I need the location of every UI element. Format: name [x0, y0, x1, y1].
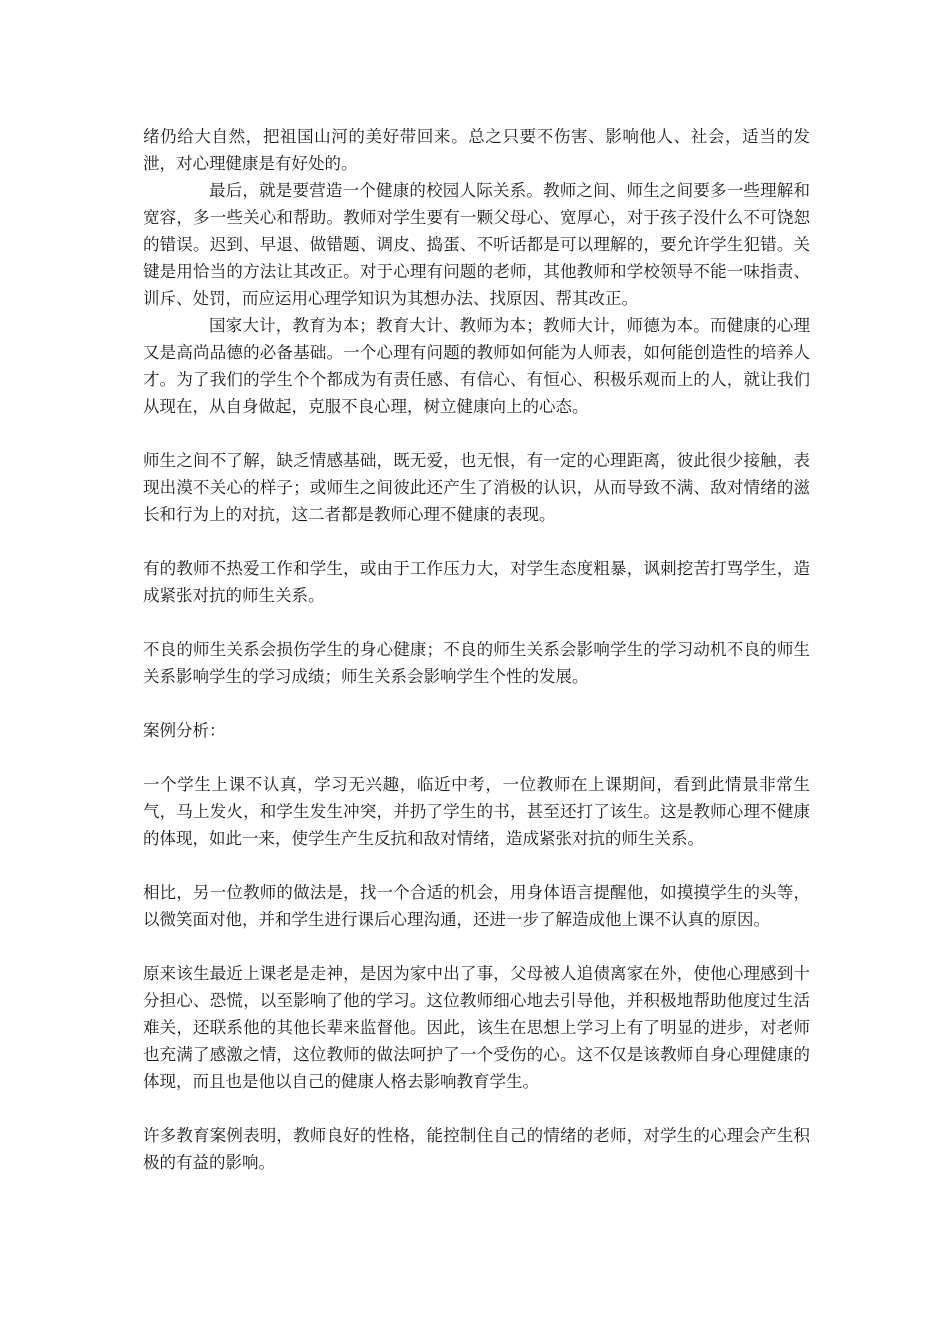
- paragraph-case-outcome: 原来该生最近上课老是走神，是因为家中出了事，父母被人追债离家在外，使他心理感到十分担心、恐慌，以至影响了他的学习。这位教师细心地去引导他，并积极地帮助他度过生活难关，还联系他的其他长辈来监督他。因此，该生在思想上学习上有了明显的进步，对老师也充满了感激之情，这位教师的做法呵护了一个受伤的心。这不仅是该教师自身心理健康的体现，而且也是他以自己的健康人格去影响教育学生。: [143, 964, 810, 1091]
- paragraph-case-alternative: 相比，另一位教师的做法是，找一个合适的机会，用身体语言提醒他，如摸摸学生的头等，以微笑面对他，并和学生进行课后心理沟通，还进一步了解造成他上课不认真的原因。: [143, 883, 810, 929]
- paragraph-lack-of-understanding: 师生之间不了解，缺乏情感基础，既无爱，也无恨，有一定的心理距离，彼此很少接触，表现出漠不关心的样子；或师生之间彼此还产生了消极的认识，从而导致不满、敌对情绪的滋长和行为上的对抗，这二者都是教师心理不健康的表现。: [143, 451, 810, 524]
- paragraph-harsh-teachers: 有的教师不热爱工作和学生，或由于工作压力大，对学生态度粗暴，讽刺挖苦打骂学生，造成紧张对抗的师生关系。: [143, 559, 810, 605]
- paragraph-bad-relations-effects: 不良的师生关系会损伤学生的身心健康；不良的师生关系会影响学生的学习动机不良的师生关系影响学生的学习成绩；师生关系会影响学生个性的发展。: [143, 640, 810, 686]
- paragraph-national-plan: 国家大计，教育为本；教育大计、教师为本；教师大计，师德为本。而健康的心理又是高尚品德的必备基础。一个心理有问题的教师如何能为人师表，如何能创造性的培养人才。为了我们的学生个个都成为有责任感、有信心、有恒心、积极乐观而上的人，就让我们从现在，从自身做起，克服不良心理，树立健康向上的心态。: [143, 316, 810, 416]
- section-heading-case-analysis: 案例分析：: [143, 721, 226, 740]
- paragraph-continuation: 绪仍给大自然，把祖国山河的美好带回来。总之只要不伤害、影响他人、社会，适当的发泄，对心理健康是有好处的。: [143, 127, 810, 173]
- paragraph-case-conflict: 一个学生上课不认真，学习无兴趣，临近中考，一位教师在上课期间，看到此情景非常生气，马上发火，和学生发生冲突，并扔了学生的书，甚至还打了该生。这是教师心理不健康的体现，如此一来，使学生产生反抗和敌对情绪，造成紧张对抗的师生关系。: [143, 775, 810, 848]
- document-body: [143, 123, 810, 1176]
- paragraph-conclusion: 许多教育案例表明，教师良好的性格，能控制住自己的情绪的老师，对学生的心理会产生积极的有益的影响。: [143, 1126, 810, 1172]
- paragraph-campus-relations: 最后，就是要营造一个健康的校园人际关系。教师之间、师生之间要多一些理解和宽容，多一些关心和帮助。教师对学生要有一颗父母心、宽厚心，对于孩子没什么不可饶恕的错误。迟到、早退、做错题、调皮、捣蛋、不听话都是可以理解的，要允许学生犯错。关键是用恰当的方法让其改正。对于心理有问题的老师，其他教师和学校领导不能一味指责、训斥、处罚，而应运用心理学知识为其想办法、找原因、帮其改正。: [143, 181, 810, 308]
